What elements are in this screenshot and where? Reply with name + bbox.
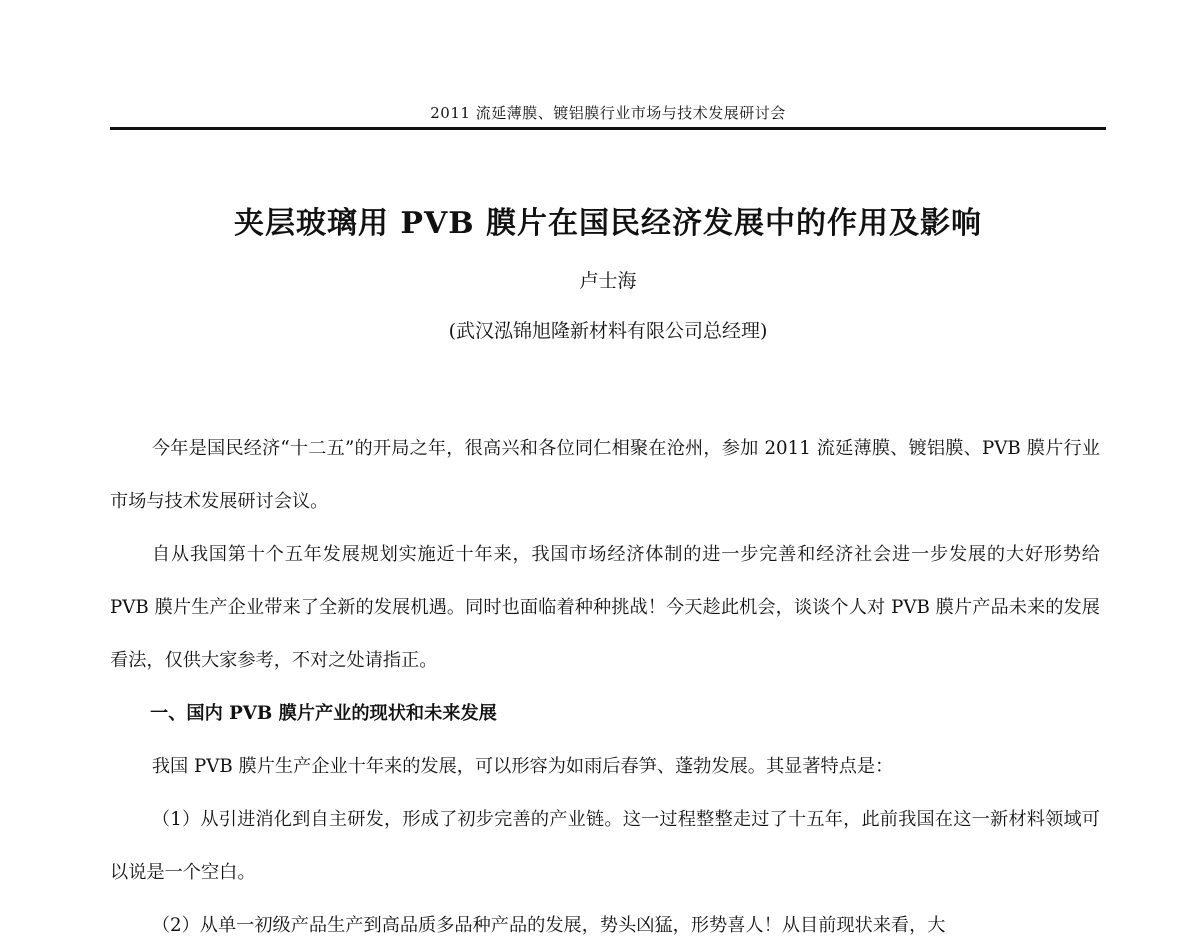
header-rule bbox=[110, 127, 1106, 130]
paragraph-point-1: （1）从引进消化到自主研发，形成了初步完善的产业链。这一过程整整走过了十五年，此前我国在这一新材料领域可以说是一个空白。 bbox=[110, 809, 1100, 883]
paragraph-point-2: （2）从单一初级产品生产到高品质多品种产品的发展，势头凶猛，形势喜人！从目前现状来看，大 bbox=[151, 915, 946, 936]
article-title: 夹层玻璃用 PVB 膜片在国民经济发展中的作用及影响 bbox=[233, 206, 983, 241]
paragraph-background: 自从我国第十个五年发展规划实施近十年来，我国市场经济体制的进一步完善和经济社会进一步发展的大好形势给 PVB 膜片生产企业带来了全新的发展机遇。同时也面临着种种挑战！今天趁此机会，谈谈个人对 PVB 膜片产品未来的发展看法，仅供大家参考，不对之处请指正。 bbox=[110, 544, 1100, 671]
author-name: 卢士海 bbox=[579, 270, 637, 292]
article-body bbox=[110, 422, 1100, 952]
author-affiliation: (武汉泓锦旭隆新材料有限公司总经理) bbox=[448, 320, 768, 342]
section-heading: 一、国内 PVB 膜片产业的现状和未来发展 bbox=[150, 703, 497, 724]
paragraph-intro: 今年是国民经济“十二五”的开局之年，很高兴和各位同仁相聚在沧州，参加 2011 流延薄膜、镀铝膜、PVB 膜片行业市场与技术发展研讨会议。 bbox=[110, 438, 1100, 512]
running-header: 2011 流延薄膜、镀铝膜行业市场与技术发展研讨会 bbox=[430, 104, 786, 122]
paragraph-overview: 我国 PVB 膜片生产企业十年来的发展，可以形容为如雨后春笋、蓬勃发展。其显著特点是： bbox=[151, 756, 894, 777]
